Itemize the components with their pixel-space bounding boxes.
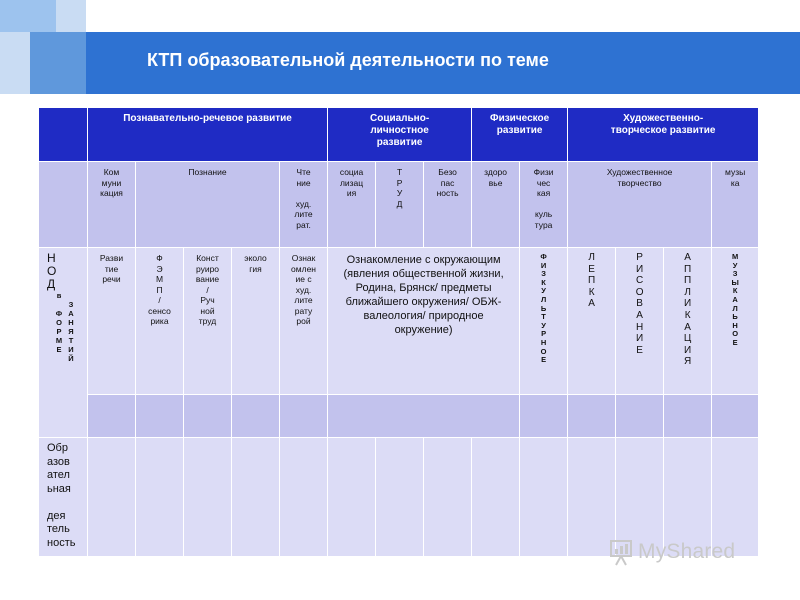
subheader-communication: Ком муни кация xyxy=(88,162,136,248)
ktp-table xyxy=(38,107,758,557)
empty-cell xyxy=(280,438,328,557)
activity-musical: МУЗЫКАЛЬНОЕ xyxy=(712,248,759,395)
subheader-safety: Безо пас ность xyxy=(424,162,472,248)
corner-block-light xyxy=(0,0,56,32)
empty-cell xyxy=(520,438,568,557)
corner-block-pale xyxy=(56,0,86,32)
empty-cell xyxy=(328,438,376,557)
nod-label: Н О Д xyxy=(47,251,57,291)
empty-cell xyxy=(568,395,616,438)
empty-cell xyxy=(136,395,184,438)
activity-femp: Ф Э М П / сенсо рика xyxy=(136,248,184,395)
subheader-art-creativity: Художественное творчество xyxy=(568,162,712,248)
activity-fiction: Ознак омлен ие с худ. лите рату рой xyxy=(280,248,328,395)
corner-block-mid xyxy=(30,32,86,94)
activity-modeling: ЛЕПКА xyxy=(568,248,616,395)
watermark-text: MyShared xyxy=(638,540,736,563)
empty-cell xyxy=(232,438,280,557)
empty-cell xyxy=(568,438,616,557)
empty-cell xyxy=(616,395,664,438)
empty-cell xyxy=(232,395,280,438)
page-title: КТП образовательной деятельности по теме xyxy=(147,50,549,70)
corner-block-pale-left xyxy=(0,32,30,94)
activity-applique: АППЛИКАЦИЯ xyxy=(664,248,712,395)
empty-cell xyxy=(184,438,232,557)
activity-drawing: РИСОВАНИЕ xyxy=(616,248,664,395)
empty-cell xyxy=(712,395,759,438)
activity-environment: Ознакомление с окружающим (явления общественной жизни, Родина, Брянск/ предметы ближайшего окружения/ ОБЖ- валеология/ природное окружение) xyxy=(328,248,520,395)
group-cognitive-speech: Познавательно-речевое развитие xyxy=(88,108,328,162)
activity-physical-ed: ФИЗКУЛЬТУРНОЕ xyxy=(520,248,568,395)
subheader-reading: Чте ние худ. лите рат. xyxy=(280,162,328,248)
nod-cell xyxy=(39,248,88,438)
nod-form-label: в Ф О Р М Е xyxy=(55,291,63,354)
subheader-empty xyxy=(39,162,88,248)
empty-cell xyxy=(376,438,424,557)
empty-cell xyxy=(280,395,328,438)
empty-cell xyxy=(520,395,568,438)
activity-construction: Конст руиро вание / Руч ной труд xyxy=(184,248,232,395)
group-physical: Физическое развитие xyxy=(472,108,568,162)
subheader-physical-culture: Физи чес кая куль тура xyxy=(520,162,568,248)
empty-cell xyxy=(664,395,712,438)
empty-cell xyxy=(472,438,520,557)
empty-cell xyxy=(424,438,472,557)
empty-cell xyxy=(88,438,136,557)
activity-speech-dev: Разви тие речи xyxy=(88,248,136,395)
subheader-cognition: Познание xyxy=(136,162,280,248)
subheader-socialization: социа лизац ия xyxy=(328,162,376,248)
presentation-icon xyxy=(610,538,632,566)
empty-cell xyxy=(88,395,136,438)
watermark xyxy=(610,538,762,568)
empty-cell xyxy=(184,395,232,438)
group-social-personal: Социально- личностное развитие xyxy=(328,108,472,162)
subheader-labor: Т Р У Д xyxy=(376,162,424,248)
subheader-music: музы ка xyxy=(712,162,759,248)
empty-cell xyxy=(136,438,184,557)
corner-cell xyxy=(39,108,88,162)
subheader-health: здоро вье xyxy=(472,162,520,248)
group-artistic: Художественно- творческое развитие xyxy=(568,108,759,162)
empty-cell xyxy=(328,395,520,438)
activity-ecology: эколо гия xyxy=(232,248,280,395)
educational-activity-cell: Обр азов ател ьная дея тель ность xyxy=(39,438,88,557)
nod-lessons-label: З А Н Я Т И Й xyxy=(68,300,74,363)
